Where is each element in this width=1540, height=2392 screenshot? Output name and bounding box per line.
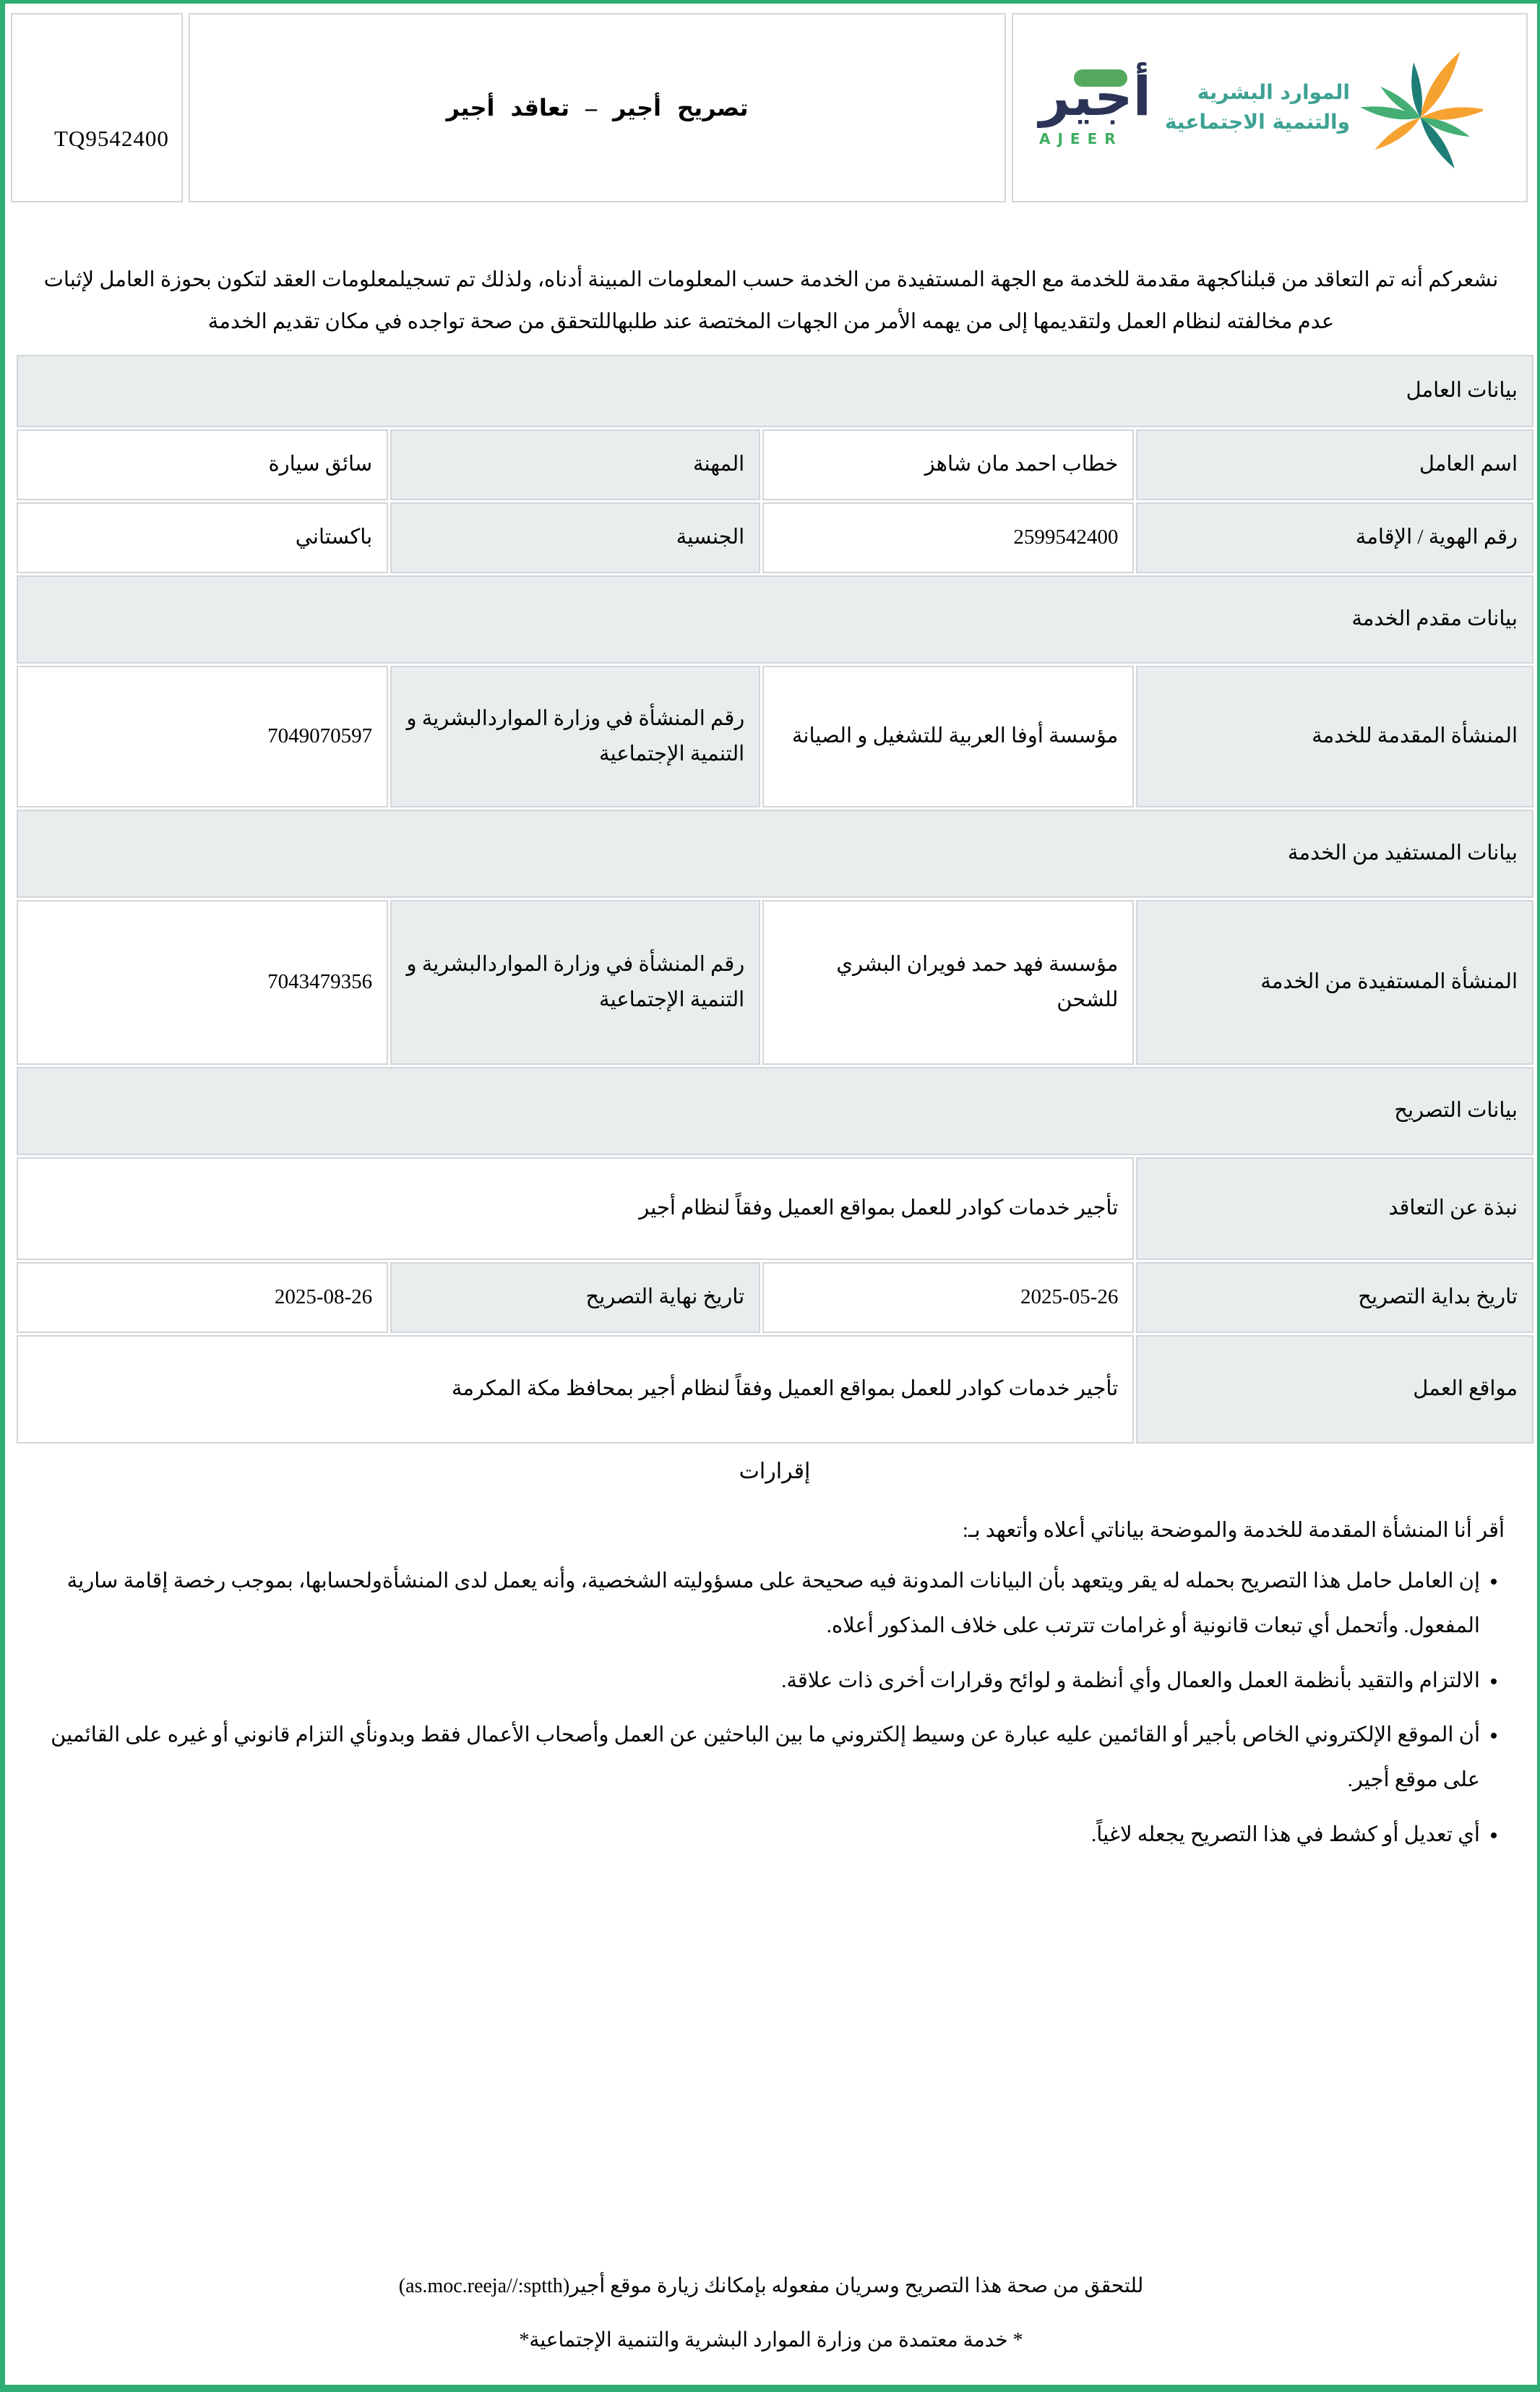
provider-mol-number-value: 7049070597	[17, 666, 388, 807]
page-title: تصريح أجير – تعاقد أجير	[446, 95, 749, 121]
provider-establishment-label: المنشأة المقدمة للخدمة	[1136, 666, 1533, 807]
declarations-header: إقرارات	[739, 1459, 811, 1483]
beneficiary-establishment-label: المنشأة المستفيدة من الخدمة	[1136, 900, 1533, 1065]
ajeer-logo	[1039, 68, 1151, 147]
ministry-name	[1165, 78, 1350, 137]
intro-paragraph: نشعركم أنه تم التعاقد من قبلناكجهة مقدمة للخدمة مع الجهة المستفيدة من الخدمة حسب المعلومات المبينة أدناه، ولذلك تم تسجيلمعلومات العقد لتكون بحوزة العامل لإثبات عدم مخالفته لنظام العمل ولتقديمها إلى من يهمه الأمر من الجهات المختصة عند طلبهاللتحقق من صحة تواجده في مكان تقديم الخدمة	[43, 268, 1499, 333]
table-row	[17, 1335, 1533, 1444]
contract-about-value: تأجير خدمات كوادر للعمل بمواقع العميل وفقاً لنظام أجير	[17, 1157, 1134, 1260]
table-row	[17, 1157, 1533, 1260]
permit-table	[14, 353, 1536, 1446]
id-number-value: 2599542400	[762, 502, 1134, 573]
profession-value: سائق سيارة	[17, 429, 388, 500]
beneficiary-section-header: بيانات المستفيد من الخدمة	[17, 810, 1533, 898]
id-number-label: رقم الهوية / الإقامة	[1136, 502, 1533, 573]
contract-about-label: نبذة عن التعاقد	[1136, 1157, 1533, 1260]
permit-section-header: بيانات التصريح	[17, 1067, 1533, 1155]
work-locations-value: تأجير خدمات كوادر للعمل بمواقع العميل وفقاً لنظام أجير بمحافظ مكة المكرمة	[17, 1335, 1134, 1444]
profession-label: المهنة	[390, 429, 760, 500]
permit-section-header-row	[17, 1067, 1533, 1155]
ajeer-latin-text: AJEER	[1039, 129, 1123, 147]
worker-name-value: خطاب احمد مان شاهز	[762, 429, 1134, 500]
work-locations-label: مواقع العمل	[1136, 1335, 1533, 1444]
provider-section-header: بيانات مقدم الخدمة	[17, 575, 1533, 664]
doc-number: TQ9542400	[54, 126, 169, 151]
header	[11, 13, 1528, 202]
beneficiary-mol-number-label: رقم المنشأة في وزارة المواردالبشرية و التنمية الإجتماعية	[390, 900, 760, 1065]
ministry-name-line2: والتنمية الاجتماعية	[1164, 110, 1350, 134]
title-box	[189, 13, 1006, 202]
worker-section-header: بيانات العامل	[17, 355, 1533, 427]
worker-section-header-row	[17, 355, 1533, 427]
beneficiary-establishment-value: مؤسسة فهد حمد فويران البشري للشحن	[762, 900, 1134, 1065]
ministry-logo	[1165, 46, 1483, 169]
footer	[5, 2271, 1537, 2357]
declarations-list	[45, 1559, 1505, 1857]
doc-number-box	[11, 13, 183, 202]
footer-verify-line: للتحقق من صحة هذا التصريح وسريان مفعوله بإمكانك زيارة موقع أجير(as.moc.reeja//:sptth)	[398, 2275, 1144, 2298]
provider-establishment-value: مؤسسة أوفا العربية للتشغيل و الصيانة	[762, 666, 1134, 807]
provider-mol-number-label: رقم المنشأة في وزارة المواردالبشرية و التنمية الإجتماعية	[390, 666, 760, 807]
declaration-item: • أي تعديل أو كشط في هذا التصريح يجعله لاغياً.	[45, 1812, 1480, 1857]
ministry-star-icon	[1360, 46, 1483, 169]
permit-start-date-value: 2025-05-26	[762, 1262, 1134, 1333]
table-row	[17, 429, 1533, 500]
nationality-value: باكستاني	[17, 502, 388, 573]
permit-start-date-label: تاريخ بداية التصريح	[1136, 1262, 1533, 1333]
logos-box	[1012, 13, 1528, 202]
declarations-intro: أقر أنا المنشأة المقدمة للخدمة والموضحة بياناتي أعلاه وأتعهد بـ:	[962, 1519, 1505, 1542]
worker-name-label: اسم العامل	[1136, 429, 1533, 500]
footer-approved-line: * خدمة معتمدة من وزارة الموارد البشرية والتنمية الإجتماعية*	[519, 2329, 1023, 2352]
declaration-item: • إن العامل حامل هذا التصريح بحمله له يقر ويتعهد بأن البيانات المدونة فيه صحيحة على مسؤوليته الشخصية، وأنه يعمل لدى المنشأةولحسابها، بموجب رخصة إقامة سارية المفعول. وأتحمل أي تبعات قانونية أو غرامات تترتب على خلاف المذكور أعلاه.	[45, 1559, 1480, 1649]
table-row	[17, 502, 1533, 573]
permit-end-date-label: تاريخ نهاية التصريح	[390, 1262, 760, 1333]
ministry-name-line1: الموارد البشرية	[1197, 80, 1350, 105]
declaration-item: • الالتزام والتقيد بأنظمة العمل والعمال وأي أنظمة و لوائح وقرارات أخرى ذات علاقة.	[45, 1658, 1480, 1703]
declarations-section	[45, 1459, 1505, 1857]
table-row	[17, 666, 1533, 807]
beneficiary-section-header-row	[17, 810, 1533, 898]
table-row	[17, 1262, 1533, 1333]
ajeer-arabic-text: أجير	[1039, 66, 1151, 129]
declaration-item: • أن الموقع الإلكتروني الخاص بأجير أو القائمين عليه عبارة عن وسيط إلكتروني ما بين الباحثين عن العمل وأصحاب الأعمال فقط وبدونأي التزام قانوني أو غيره على القائمين على موقع أجير.	[45, 1712, 1480, 1803]
permit-end-date-value: 2025-08-26	[17, 1262, 388, 1333]
ajeer-arabic-wordmark	[1039, 68, 1151, 127]
table-row	[17, 900, 1533, 1065]
provider-section-header-row	[17, 575, 1533, 664]
beneficiary-mol-number-value: 7043479356	[17, 900, 388, 1065]
nationality-label: الجنسية	[390, 502, 760, 573]
